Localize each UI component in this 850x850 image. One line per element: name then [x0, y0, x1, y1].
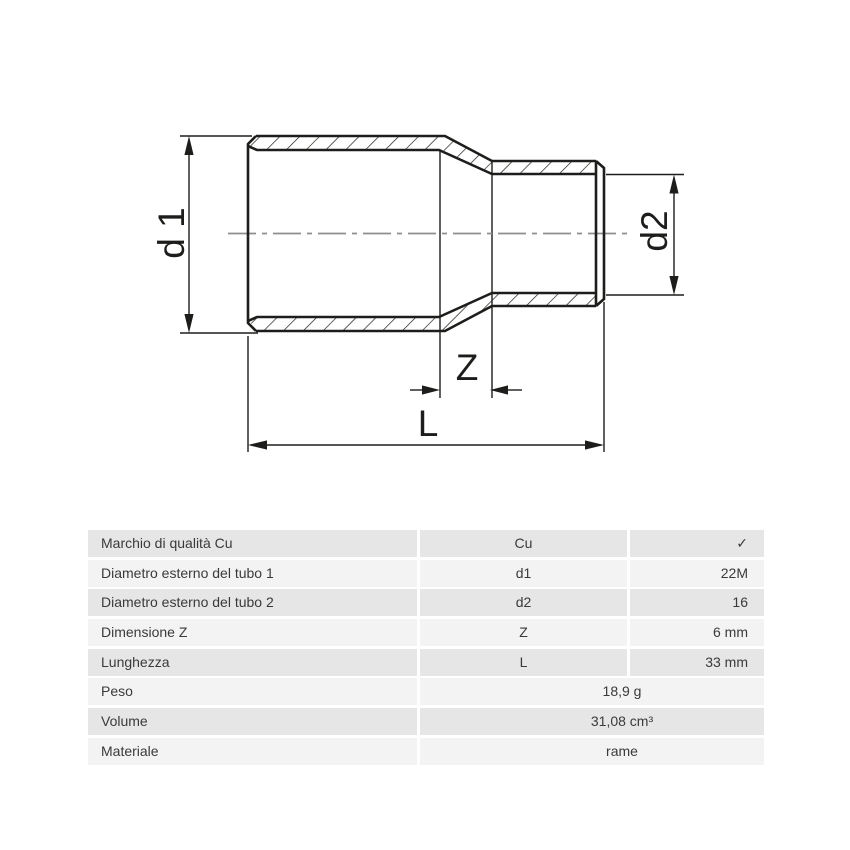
- spec-symbol: d2: [420, 589, 627, 616]
- hatch-top-wall: [250, 137, 595, 173]
- spec-value: ✓: [630, 530, 764, 557]
- d2-arrow-down-icon: [669, 276, 678, 295]
- table-row: [88, 560, 764, 587]
- d1-label: d 1: [151, 207, 192, 259]
- z-label: Z: [455, 347, 479, 388]
- spec-label: Marchio di qualità Cu: [88, 530, 417, 557]
- spec-value: 16: [630, 589, 764, 616]
- l-arrow-left-icon: [248, 440, 267, 449]
- spec-label: Materiale: [88, 738, 417, 765]
- table-row: [88, 589, 764, 616]
- spec-label: Diametro esterno del tubo 2: [88, 589, 417, 616]
- d1-arrow-up-icon: [184, 136, 193, 155]
- spec-label: Peso: [88, 678, 417, 705]
- table-row: [88, 619, 764, 646]
- spec-symbol: Z: [420, 619, 627, 646]
- d1-arrow-down-icon: [184, 314, 193, 333]
- spec-symbol: Cu: [420, 530, 627, 557]
- spec-label: Volume: [88, 708, 417, 735]
- spec-value: 18,9 g: [420, 678, 764, 705]
- hatch-bottom-wall: [250, 294, 595, 330]
- dimension-d1: [151, 136, 194, 333]
- table-row: [88, 678, 764, 705]
- spec-value: 31,08 cm³: [420, 708, 764, 735]
- l-label: L: [417, 403, 439, 444]
- spec-table: [88, 530, 764, 768]
- spec-value: 6 mm: [630, 619, 764, 646]
- table-row: [88, 738, 764, 765]
- d2-arrow-up-icon: [669, 175, 678, 194]
- l-arrow-right-icon: [585, 440, 604, 449]
- dimension-l: [248, 403, 604, 450]
- table-row: [88, 708, 764, 735]
- dimension-d2: [634, 175, 679, 296]
- spec-symbol: d1: [420, 560, 627, 587]
- table-row: [88, 530, 764, 557]
- spec-label: Dimensione Z: [88, 619, 417, 646]
- spec-value: 33 mm: [630, 649, 764, 676]
- spec-label: Lunghezza: [88, 649, 417, 676]
- spec-value: 22M: [630, 560, 764, 587]
- table-row: [88, 649, 764, 676]
- z-arrow-right-icon: [422, 385, 440, 394]
- spec-label: Diametro esterno del tubo 1: [88, 560, 417, 587]
- d2-label: d2: [634, 210, 675, 252]
- spec-symbol: L: [420, 649, 627, 676]
- dimension-z: [410, 347, 522, 395]
- spec-value: rame: [420, 738, 764, 765]
